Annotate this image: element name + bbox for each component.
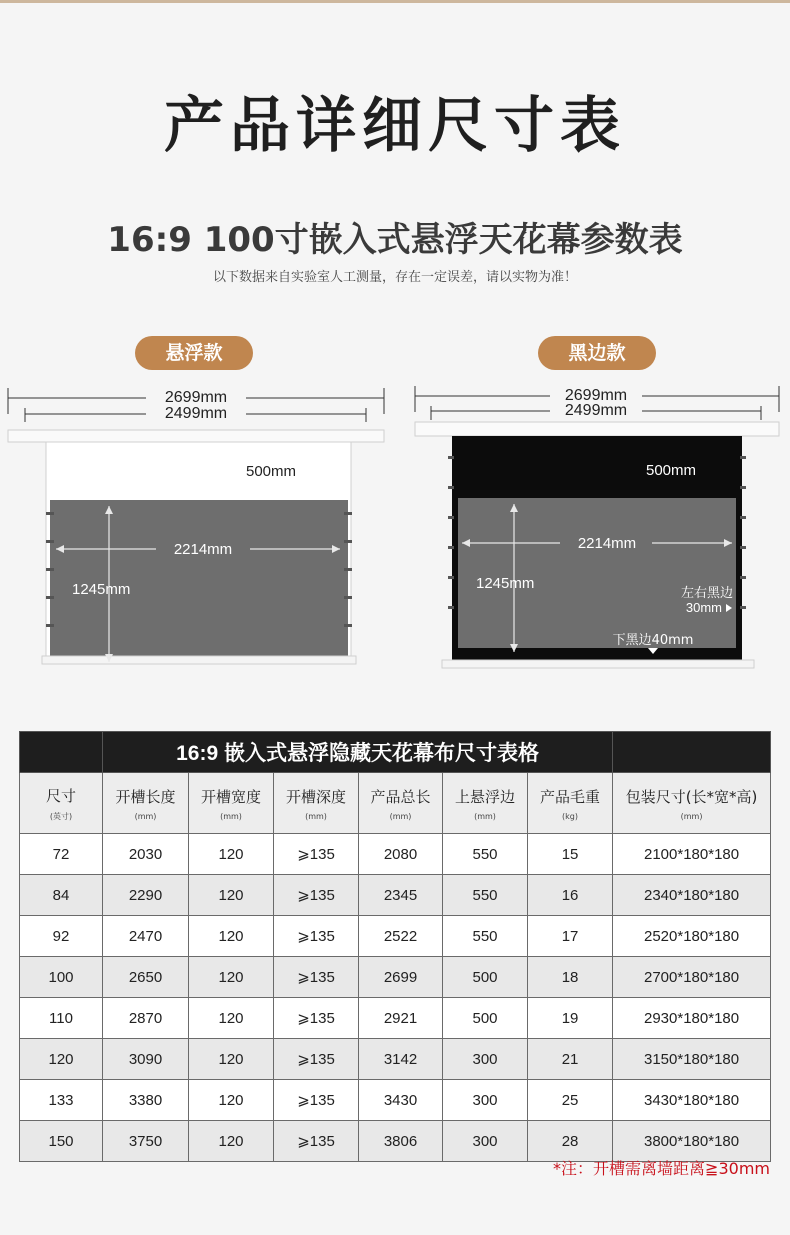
table-cell: 3150*180*180 [613,1039,771,1080]
table-cell: 15 [528,834,613,875]
column-header [613,773,771,834]
table-cell: 550 [443,875,528,916]
floating-screen-width: 2214mm [173,541,233,558]
housing-bar [8,430,384,442]
column-header-label: 产品毛重 [540,787,601,806]
table-cell: 110 [20,998,103,1039]
black-screen-height: 1245mm [476,575,535,592]
column-header-unit: (英寸) [49,811,73,821]
table-cell: ⩾135 [274,875,359,916]
black-outer-width: 2699mm [564,387,628,404]
page-subtitle: 16:9 100寸嵌入式悬浮天花幕参数表 [107,220,683,260]
column-header-unit: (mm) [134,811,157,821]
column-header-label: 包装尺寸(长*宽*高) [625,787,758,806]
table-caption: 16:9 嵌入式悬浮隐藏天花幕布尺寸表格 [103,732,613,773]
table-cell: 3430 [359,1080,443,1121]
table-cell: 17 [528,916,613,957]
column-header-label: 尺寸 [45,786,76,805]
table-cell: 150 [20,1121,103,1162]
table-cell: 3380 [103,1080,189,1121]
black-drop: 500mm [646,462,697,479]
table-cell: 300 [443,1121,528,1162]
table-cell: 120 [189,834,274,875]
table-row [20,875,771,916]
column-header [103,773,189,834]
table-cell: 2470 [103,916,189,957]
side-border-value: 30mm [685,600,722,615]
column-header-label: 开槽宽度 [200,787,261,806]
table-cell: ⩾135 [274,916,359,957]
table-cell: 2522 [359,916,443,957]
table-cell: 2870 [103,998,189,1039]
table-cell: 3806 [359,1121,443,1162]
column-header-unit: (mm) [474,811,496,821]
table-cell: 120 [189,916,274,957]
table-cell: 550 [443,916,528,957]
bottom-weight-bar [442,660,754,668]
column-header [274,773,359,834]
table-cell: ⩾135 [274,998,359,1039]
table-cell: 2030 [103,834,189,875]
table-row [20,1039,771,1080]
column-header [20,773,103,834]
table-cell: 25 [528,1080,613,1121]
table-cell: 16 [528,875,613,916]
table-cell: ⩾135 [274,1039,359,1080]
table-row [20,957,771,998]
column-header-label: 上悬浮边 [454,787,515,806]
table-cell: 21 [528,1039,613,1080]
table-cell: 120 [20,1039,103,1080]
measurement-note: 以下数据来自实验室人工测量，存在一定误差，请以实物为准！ [212,270,577,285]
table-cell: 2921 [359,998,443,1039]
column-header [359,773,443,834]
table-cell: 120 [189,1080,274,1121]
column-header [528,773,613,834]
table-cell: ⩾135 [274,957,359,998]
page-title: 产品详细尺寸表 [164,91,626,161]
table-cell: ⩾135 [274,834,359,875]
table-cell: 133 [20,1080,103,1121]
floating-model-diagram [6,380,386,680]
table-cell: 19 [528,998,613,1039]
table-cell: 3142 [359,1039,443,1080]
black-inner-width: 2499mm [564,402,628,419]
bottom-weight-bar [42,656,356,664]
table-cell: 72 [20,834,103,875]
table-cell: 3430*180*180 [613,1080,771,1121]
table-cell: 92 [20,916,103,957]
side-border-label: 左右黑边 [680,586,733,601]
table-cell: 3090 [103,1039,189,1080]
column-header-label: 开槽深度 [285,787,346,806]
table-cell: 2930*180*180 [613,998,771,1039]
column-header-label: 产品总长 [370,787,431,806]
floating-inner-width: 2499mm [164,405,228,422]
table-cell: 2080 [359,834,443,875]
size-table [19,731,770,1162]
column-header-unit: (mm) [305,811,327,821]
table-cell: 2650 [103,957,189,998]
table-cell: 100 [20,957,103,998]
column-header-unit: (mm) [389,811,412,821]
screen-surface [458,498,736,648]
table-cell: 2699 [359,957,443,998]
column-header [189,773,274,834]
table-body [20,834,771,1162]
table-cell: 2290 [103,875,189,916]
table-cell: 120 [189,998,274,1039]
installation-footnote: *注：开槽需离墙距离≧30mm [553,1159,770,1178]
top-accent-line [0,0,790,3]
table-cell: 500 [443,998,528,1039]
table-cell: 300 [443,1039,528,1080]
table-cell: 3800*180*180 [613,1121,771,1162]
table-cell: 2700*180*180 [613,957,771,998]
black-border-model-diagram [410,380,790,680]
black-border-model-badge: 黑边款 [538,336,656,370]
column-header-unit: (kg) [562,811,578,821]
floating-screen-height: 1245mm [72,581,131,598]
table-cell: 550 [443,834,528,875]
table-cell: 120 [189,1121,274,1162]
column-header-unit: (mm) [680,811,703,821]
column-header-label: 开槽长度 [115,787,176,806]
table-cell: 120 [189,957,274,998]
table-cell: 2340*180*180 [613,875,771,916]
table-cell: 120 [189,875,274,916]
table-row [20,998,771,1039]
column-header [443,773,528,834]
table-row [20,1080,771,1121]
table-cell: 3750 [103,1121,189,1162]
table-cell: ⩾135 [274,1080,359,1121]
table-cell: 2100*180*180 [613,834,771,875]
column-header-unit: (mm) [220,811,242,821]
table-cell: 2520*180*180 [613,916,771,957]
bottom-border-label: 下黑边40mm [612,633,694,648]
table-row [20,834,771,875]
black-screen-width: 2214mm [577,535,637,552]
table-header-row [20,773,771,834]
table-cell: 300 [443,1080,528,1121]
table-cell: 84 [20,875,103,916]
floating-outer-width: 2699mm [164,389,228,406]
housing-bar [415,422,779,436]
floating-drop: 500mm [246,463,297,480]
table-cell: 28 [528,1121,613,1162]
table-cell: 120 [189,1039,274,1080]
table-cell: 2345 [359,875,443,916]
table-cell: ⩾135 [274,1121,359,1162]
table-cell: 500 [443,957,528,998]
floating-model-badge: 悬浮款 [135,336,253,370]
table-cell: 18 [528,957,613,998]
table-row [20,916,771,957]
